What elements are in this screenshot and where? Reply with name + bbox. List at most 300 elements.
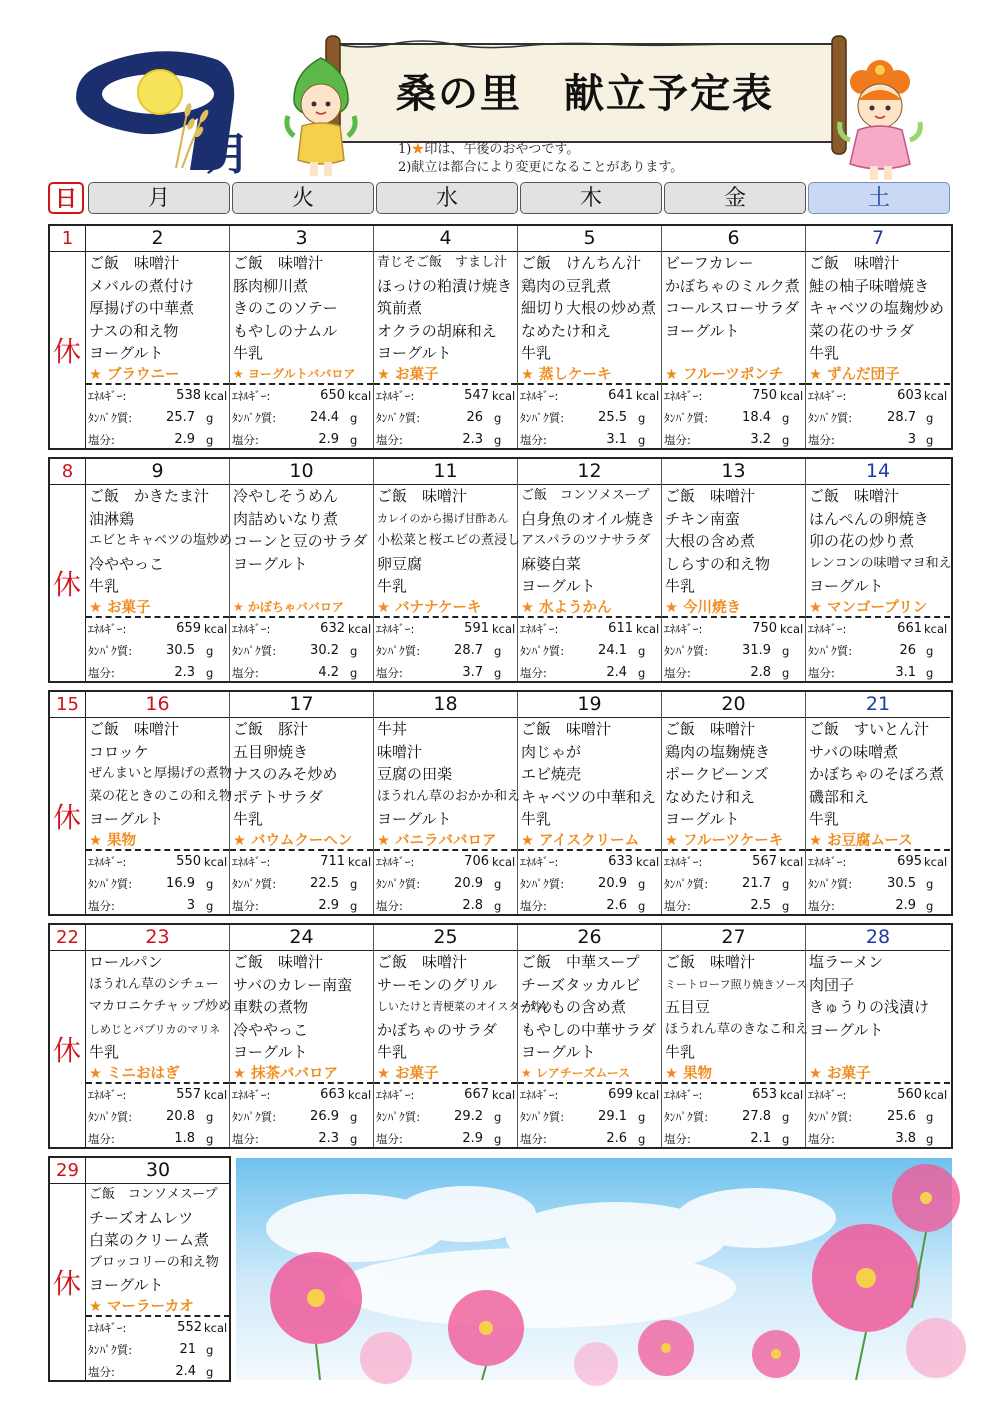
sunday-cell bbox=[50, 459, 86, 681]
energy-label: ｴﾈﾙｷﾞｰ: bbox=[232, 622, 271, 636]
snack-item: ★ お菓子 bbox=[377, 1066, 439, 1082]
energy-value: 557 bbox=[176, 1087, 201, 1102]
energy-label: ｴﾈﾙｷﾞｰ: bbox=[88, 1321, 127, 1335]
day-cell bbox=[806, 692, 950, 914]
protein-label: ﾀﾝﾊﾟｸ質: bbox=[376, 411, 421, 425]
salt-value: 2.9 bbox=[318, 432, 339, 447]
nutrition-block bbox=[86, 849, 229, 917]
protein-value: 30.2 bbox=[310, 643, 339, 658]
menu-item: 五目豆 bbox=[665, 998, 711, 1016]
day-cell bbox=[86, 925, 230, 1147]
menu-item: ご飯 味噌汁 bbox=[521, 720, 612, 738]
protein-value: 25.5 bbox=[598, 410, 627, 425]
protein-label: ﾀﾝﾊﾟｸ質: bbox=[88, 1110, 133, 1124]
nutrition-block bbox=[806, 383, 950, 451]
gram-unit: g bbox=[494, 1110, 502, 1124]
energy-label: ｴﾈﾙｷﾞｰ: bbox=[520, 855, 559, 869]
menu-item: カレイのから揚げ甘酢あん bbox=[377, 511, 509, 525]
day-date: 21 bbox=[806, 692, 950, 718]
menu-item: アスパラのツナサラダ bbox=[521, 533, 651, 548]
menu-list bbox=[86, 485, 233, 598]
day-cell bbox=[806, 226, 950, 448]
menu-item: ご飯 味噌汁 bbox=[233, 254, 324, 272]
salt-value: 2.3 bbox=[174, 665, 195, 680]
day-cell bbox=[806, 925, 950, 1147]
kcal-unit: kcal bbox=[924, 622, 948, 636]
menu-item: ヨーグルト bbox=[89, 810, 164, 828]
nutrition-block bbox=[374, 616, 517, 684]
menu-item bbox=[809, 1041, 950, 1064]
protein-value: 21 bbox=[179, 1342, 196, 1357]
day-cell bbox=[662, 459, 806, 681]
menu-item: エビ焼売 bbox=[521, 765, 582, 783]
kcal-unit: kcal bbox=[636, 1088, 660, 1102]
snack-item: ★ ずんだ団子 bbox=[809, 367, 900, 383]
protein-label: ﾀﾝﾊﾟｸ質: bbox=[376, 644, 421, 658]
energy-value: 560 bbox=[897, 1087, 922, 1102]
salt-value: 2.9 bbox=[174, 432, 195, 447]
gram-unit: g bbox=[494, 433, 502, 447]
protein-label: ﾀﾝﾊﾟｸ質: bbox=[88, 877, 133, 891]
protein-label: ﾀﾝﾊﾟｸ質: bbox=[808, 411, 853, 425]
gram-unit: g bbox=[926, 899, 934, 913]
kcal-unit: kcal bbox=[636, 389, 660, 403]
menu-item: ご飯 味噌汁 bbox=[89, 720, 180, 738]
flower-girl-mascot bbox=[832, 56, 928, 184]
energy-label: ｴﾈﾙｷﾞｰ: bbox=[376, 1088, 415, 1102]
kcal-unit: kcal bbox=[636, 622, 660, 636]
menu-list bbox=[662, 951, 809, 1064]
salt-value: 2.9 bbox=[895, 898, 916, 913]
day-cell bbox=[86, 1158, 230, 1380]
gram-unit: g bbox=[350, 1110, 358, 1124]
menu-list bbox=[662, 718, 805, 831]
energy-value: 603 bbox=[897, 388, 922, 403]
protein-label: ﾀﾝﾊﾟｸ質: bbox=[520, 877, 565, 891]
protein-value: 30.5 bbox=[166, 643, 195, 658]
protein-label: ﾀﾝﾊﾟｸ質: bbox=[520, 1110, 565, 1124]
weekday-wednesday: 水 bbox=[376, 182, 518, 214]
menu-item: ご飯 味噌汁 bbox=[665, 953, 756, 971]
snack-item: ★ バニラババロア bbox=[377, 833, 497, 849]
menu-item: 冷ややっこ bbox=[89, 554, 165, 573]
salt-value: 2.8 bbox=[462, 898, 483, 913]
protein-value: 24.1 bbox=[598, 643, 627, 658]
menu-item: 牛乳 bbox=[233, 810, 264, 828]
menu-item: ヨーグルト bbox=[665, 810, 740, 828]
menu-item bbox=[665, 342, 805, 365]
week-row bbox=[48, 457, 953, 683]
salt-value: 3.8 bbox=[895, 1131, 916, 1146]
gram-unit: g bbox=[350, 666, 358, 680]
cosmos-flowers-illustration bbox=[236, 1158, 952, 1380]
menu-item bbox=[233, 575, 373, 598]
snack-item: ★ お菓子 bbox=[377, 367, 439, 383]
day-cell bbox=[374, 459, 521, 681]
nutrition-block bbox=[518, 383, 661, 451]
energy-label: ｴﾈﾙｷﾞｰ: bbox=[88, 389, 127, 403]
day-cell bbox=[230, 226, 374, 448]
salt-label: 塩分: bbox=[376, 899, 403, 913]
menu-item: ほうれん草のシチュー bbox=[89, 976, 219, 992]
kcal-unit: kcal bbox=[924, 389, 948, 403]
salt-label: 塩分: bbox=[808, 899, 835, 913]
note-menu-change: 2)献立は都合により変更になることがあります。 bbox=[398, 160, 684, 175]
menu-item: ヨーグルト bbox=[89, 1276, 164, 1294]
salt-label: 塩分: bbox=[520, 899, 547, 913]
protein-value: 22.5 bbox=[310, 876, 339, 891]
menu-item: 牛乳 bbox=[89, 577, 120, 595]
menu-list bbox=[230, 252, 373, 365]
sunday-cell bbox=[50, 1158, 86, 1380]
nutrition-block bbox=[86, 1315, 230, 1383]
kcal-unit: kcal bbox=[204, 1088, 228, 1102]
salt-label: 塩分: bbox=[376, 1132, 403, 1146]
menu-item: ご飯 中華スープ bbox=[521, 953, 640, 971]
nutrition-block bbox=[662, 1082, 805, 1150]
month-label: 月 bbox=[206, 129, 250, 180]
sunday-cell bbox=[50, 226, 86, 448]
protein-label: ﾀﾝﾊﾟｸ質: bbox=[520, 411, 565, 425]
day-cell bbox=[86, 459, 233, 681]
nutrition-block bbox=[374, 1082, 517, 1150]
day-date: 9 bbox=[86, 459, 229, 485]
menu-item: ヨーグルト bbox=[521, 1043, 596, 1061]
gram-unit: g bbox=[638, 1132, 646, 1146]
gram-unit: g bbox=[206, 1132, 214, 1146]
nutrition-block bbox=[662, 383, 805, 451]
menu-list bbox=[806, 718, 950, 831]
protein-value: 18.4 bbox=[742, 410, 771, 425]
protein-value: 26 bbox=[466, 410, 483, 425]
menu-item: きゅうりの浅漬け bbox=[809, 998, 930, 1016]
day-date: 18 bbox=[374, 692, 517, 718]
salt-label: 塩分: bbox=[232, 1132, 259, 1146]
snack-item: ★ マンゴープリン bbox=[809, 600, 928, 616]
gram-unit: g bbox=[926, 433, 934, 447]
energy-label: ｴﾈﾙｷﾞｰ: bbox=[664, 855, 703, 869]
gram-unit: g bbox=[782, 411, 790, 425]
sunday-cell bbox=[50, 692, 86, 914]
menu-item: ご飯 味噌汁 bbox=[665, 487, 756, 505]
menu-item: チーズタッカルビ bbox=[521, 975, 641, 994]
day-date: 25 bbox=[374, 925, 517, 951]
sunday-date: 15 bbox=[50, 692, 85, 718]
salt-label: 塩分: bbox=[88, 433, 115, 447]
salt-value: 3 bbox=[186, 898, 195, 913]
day-date: 4 bbox=[374, 226, 517, 252]
menu-item: オクラの胡麻和え bbox=[377, 321, 497, 340]
salt-label: 塩分: bbox=[520, 433, 547, 447]
menu-item: 牛乳 bbox=[89, 1043, 120, 1061]
day-date: 17 bbox=[230, 692, 373, 718]
menu-item: ナスの和え物 bbox=[89, 321, 179, 340]
menu-item: 肉団子 bbox=[809, 975, 855, 994]
salt-value: 3 bbox=[907, 432, 916, 447]
menu-item: 大根の含め煮 bbox=[665, 532, 756, 550]
snack-item: ★ レアチーズムース bbox=[521, 1066, 631, 1080]
salt-label: 塩分: bbox=[232, 666, 259, 680]
closed-mark: 休 bbox=[52, 1034, 81, 1067]
gram-unit: g bbox=[638, 433, 646, 447]
menu-list bbox=[518, 485, 661, 598]
salt-value: 2.9 bbox=[462, 1131, 483, 1146]
salt-label: 塩分: bbox=[88, 1132, 115, 1146]
gram-unit: g bbox=[350, 877, 358, 891]
salt-label: 塩分: bbox=[808, 433, 835, 447]
menu-list bbox=[806, 951, 950, 1064]
salt-label: 塩分: bbox=[232, 899, 259, 913]
menu-list bbox=[518, 718, 661, 831]
protein-label: ﾀﾝﾊﾟｸ質: bbox=[232, 877, 277, 891]
gram-unit: g bbox=[350, 899, 358, 913]
gram-unit: g bbox=[782, 899, 790, 913]
energy-value: 699 bbox=[608, 1087, 633, 1102]
kcal-unit: kcal bbox=[348, 622, 372, 636]
protein-value: 20.9 bbox=[598, 876, 627, 891]
day-date: 12 bbox=[518, 459, 661, 485]
day-date: 11 bbox=[374, 459, 517, 485]
salt-label: 塩分: bbox=[520, 666, 547, 680]
energy-label: ｴﾈﾙｷﾞｰ: bbox=[808, 622, 847, 636]
menu-item: 麻婆白菜 bbox=[521, 554, 582, 573]
gram-unit: g bbox=[206, 877, 214, 891]
menu-item: ヨーグルト bbox=[809, 577, 884, 595]
sunday-cell bbox=[50, 925, 86, 1147]
menu-item: なめたけ和え bbox=[521, 321, 612, 340]
menu-item: 青じそご飯 すまし汁 bbox=[377, 255, 508, 270]
gram-unit: g bbox=[494, 1132, 502, 1146]
snack-item: ★ かぼちゃババロア bbox=[233, 600, 344, 614]
menu-item: ミートローフ照り焼きソース bbox=[665, 977, 807, 991]
menu-item: なめたけ和え bbox=[665, 787, 756, 806]
energy-value: 667 bbox=[464, 1087, 489, 1102]
day-date: 3 bbox=[230, 226, 373, 252]
energy-value: 567 bbox=[752, 854, 777, 869]
menu-item: ほっけの粕漬け焼き bbox=[377, 276, 513, 295]
kcal-unit: kcal bbox=[780, 389, 804, 403]
protein-label: ﾀﾝﾊﾟｸ質: bbox=[232, 1110, 277, 1124]
day-cell bbox=[662, 692, 806, 914]
menu-item: サーモンのグリル bbox=[377, 975, 498, 994]
menu-item: 冷やしそうめん bbox=[233, 487, 339, 505]
menu-item: ぜんまいと厚揚げの煮物 bbox=[89, 766, 233, 781]
salt-label: 塩分: bbox=[808, 1132, 835, 1146]
day-date: 16 bbox=[86, 692, 229, 718]
energy-label: ｴﾈﾙｷﾞｰ: bbox=[376, 389, 415, 403]
menu-item: マカロニケチャップ炒め bbox=[89, 999, 232, 1014]
menu-item: しめじとパプリカのマリネ bbox=[89, 1022, 221, 1036]
salt-label: 塩分: bbox=[232, 433, 259, 447]
salt-label: 塩分: bbox=[376, 433, 403, 447]
gram-unit: g bbox=[638, 877, 646, 891]
menu-item: ロールパン bbox=[89, 953, 163, 971]
menu-list bbox=[86, 718, 233, 831]
menu-item: 豚肉柳川煮 bbox=[233, 276, 309, 295]
protein-value: 28.7 bbox=[454, 643, 483, 658]
energy-value: 706 bbox=[464, 854, 489, 869]
snack-item: ★ お菓子 bbox=[809, 1066, 871, 1082]
protein-value: 24.4 bbox=[310, 410, 339, 425]
menu-item: 小松菜と桜エビの煮浸し bbox=[377, 533, 521, 548]
snack-item: ★ ミニおはぎ bbox=[89, 1066, 180, 1082]
salt-value: 2.8 bbox=[750, 665, 771, 680]
gram-unit: g bbox=[782, 877, 790, 891]
salt-label: 塩分: bbox=[88, 899, 115, 913]
menu-item: 筑前煮 bbox=[377, 299, 423, 317]
menu-item: 味噌汁 bbox=[377, 742, 423, 761]
menu-item: 卵豆腐 bbox=[377, 554, 423, 573]
day-date: 20 bbox=[662, 692, 805, 718]
week-row bbox=[48, 1156, 231, 1382]
menu-item: サバの味噌煮 bbox=[809, 742, 899, 761]
closed-mark: 休 bbox=[52, 568, 81, 601]
protein-label: ﾀﾝﾊﾟｸ質: bbox=[232, 411, 277, 425]
snack-item: ★ お菓子 bbox=[89, 600, 151, 616]
nutrition-block bbox=[86, 383, 229, 451]
menu-item: ご飯 けんちん汁 bbox=[521, 254, 642, 272]
energy-value: 653 bbox=[752, 1087, 777, 1102]
day-cell bbox=[230, 459, 374, 681]
salt-value: 2.6 bbox=[606, 1131, 627, 1146]
gram-unit: g bbox=[782, 433, 790, 447]
menu-item: ほうれん草のきなこ和え bbox=[665, 1021, 809, 1037]
menu-item: 肉詰めいなり煮 bbox=[233, 509, 339, 528]
menu-list bbox=[374, 485, 521, 598]
gram-unit: g bbox=[638, 644, 646, 658]
menu-item: 鶏肉の塩麹焼き bbox=[665, 742, 771, 761]
day-date: 30 bbox=[86, 1158, 230, 1184]
day-date: 27 bbox=[662, 925, 805, 951]
day-date: 13 bbox=[662, 459, 805, 485]
energy-label: ｴﾈﾙｷﾞｰ: bbox=[520, 1088, 559, 1102]
snack-item: ★ 蒸しケーキ bbox=[521, 367, 612, 383]
snack-item: ★ マーラーカオ bbox=[89, 1299, 194, 1315]
protein-value: 26 bbox=[899, 643, 916, 658]
snack-item: ★ バウムクーヘン bbox=[233, 833, 353, 849]
salt-value: 2.3 bbox=[318, 1131, 339, 1146]
menu-item: 牛乳 bbox=[521, 810, 552, 828]
nutrition-block bbox=[86, 616, 229, 684]
menu-item: ご飯 味噌汁 bbox=[809, 487, 900, 505]
menu-item: もやしのナムル bbox=[233, 321, 338, 340]
menu-item: コーンと豆のサラダ bbox=[233, 532, 368, 550]
day-cell bbox=[518, 226, 662, 448]
gram-unit: g bbox=[350, 433, 358, 447]
nutrition-block bbox=[518, 1082, 661, 1150]
salt-label: 塩分: bbox=[664, 1132, 691, 1146]
menu-item: ご飯 味噌汁 bbox=[665, 720, 756, 738]
kcal-unit: kcal bbox=[348, 855, 372, 869]
snack-item: ★ 果物 bbox=[665, 1066, 713, 1082]
day-cell bbox=[230, 925, 374, 1147]
menu-item: ご飯 すいとん汁 bbox=[809, 720, 930, 738]
menu-item: 卯の花の炒り煮 bbox=[809, 532, 915, 550]
salt-value: 3.7 bbox=[462, 665, 483, 680]
energy-value: 633 bbox=[608, 854, 633, 869]
gram-unit: g bbox=[494, 877, 502, 891]
menu-item: ご飯 豚汁 bbox=[233, 720, 309, 738]
gram-unit: g bbox=[206, 1110, 214, 1124]
nutrition-block bbox=[806, 849, 950, 917]
menu-item: 磯部和え bbox=[809, 787, 870, 806]
nutrition-block bbox=[230, 1082, 373, 1150]
kcal-unit: kcal bbox=[492, 855, 516, 869]
snack-item: ★ フルーツポンチ bbox=[665, 367, 784, 383]
menu-item: ポテトサラダ bbox=[233, 787, 323, 806]
gram-unit: g bbox=[638, 666, 646, 680]
day-cell bbox=[374, 692, 521, 914]
menu-item: ナスのみそ炒め bbox=[233, 765, 338, 783]
day-date: 26 bbox=[518, 925, 661, 951]
salt-value: 2.4 bbox=[606, 665, 627, 680]
energy-value: 661 bbox=[897, 621, 922, 636]
energy-label: ｴﾈﾙｷﾞｰ: bbox=[664, 389, 703, 403]
menu-item: ヨーグルト bbox=[233, 554, 308, 573]
sunday-date: 22 bbox=[50, 925, 85, 951]
closed-mark: 休 bbox=[52, 335, 81, 368]
salt-label: 塩分: bbox=[520, 1132, 547, 1146]
day-date: 6 bbox=[662, 226, 805, 252]
day-cell bbox=[230, 692, 374, 914]
day-date: 5 bbox=[518, 226, 661, 252]
menu-item: 牛乳 bbox=[665, 577, 696, 595]
menu-item: メバルの煮付け bbox=[89, 276, 194, 295]
salt-label: 塩分: bbox=[88, 1365, 115, 1379]
kcal-unit: kcal bbox=[924, 855, 948, 869]
energy-label: ｴﾈﾙｷﾞｰ: bbox=[520, 622, 559, 636]
gram-unit: g bbox=[638, 1110, 646, 1124]
protein-label: ﾀﾝﾊﾟｸ質: bbox=[664, 1110, 709, 1124]
kcal-unit: kcal bbox=[492, 389, 516, 403]
menu-item: 車麩の煮物 bbox=[233, 998, 309, 1016]
energy-label: ｴﾈﾙｷﾞｰ: bbox=[664, 1088, 703, 1102]
energy-value: 611 bbox=[608, 621, 633, 636]
gram-unit: g bbox=[206, 433, 214, 447]
day-date: 24 bbox=[230, 925, 373, 951]
energy-value: 659 bbox=[176, 621, 201, 636]
day-cell bbox=[662, 226, 806, 448]
day-date: 2 bbox=[86, 226, 229, 252]
menu-item: ご飯 味噌汁 bbox=[89, 254, 180, 272]
menu-list bbox=[662, 485, 805, 598]
nutrition-block bbox=[806, 616, 950, 684]
menu-item: しらすの和え物 bbox=[665, 554, 771, 573]
menu-list bbox=[86, 1184, 230, 1297]
nutrition-block bbox=[230, 616, 373, 684]
snack-item: ★ アイスクリーム bbox=[521, 833, 640, 849]
salt-value: 2.1 bbox=[750, 1131, 771, 1146]
menu-list bbox=[806, 485, 950, 598]
menu-item: 肉じゃが bbox=[521, 742, 582, 761]
day-date: 7 bbox=[806, 226, 950, 252]
protein-value: 26.9 bbox=[310, 1109, 339, 1124]
gram-unit: g bbox=[782, 666, 790, 680]
protein-value: 29.2 bbox=[454, 1109, 483, 1124]
energy-value: 552 bbox=[177, 1320, 202, 1335]
nutrition-block bbox=[662, 616, 805, 684]
menu-item: ヨーグルト bbox=[809, 1020, 884, 1039]
menu-list bbox=[230, 718, 373, 831]
gram-unit: g bbox=[206, 411, 214, 425]
protein-value: 30.5 bbox=[887, 876, 916, 891]
snack-item: ★ 今川焼き bbox=[665, 600, 742, 616]
nutrition-block bbox=[518, 616, 661, 684]
gram-unit: g bbox=[350, 411, 358, 425]
salt-label: 塩分: bbox=[664, 433, 691, 447]
menu-item: しいたけと青梗菜のオイスター炒め bbox=[377, 1000, 553, 1013]
menu-item: ご飯 味噌汁 bbox=[233, 953, 324, 971]
